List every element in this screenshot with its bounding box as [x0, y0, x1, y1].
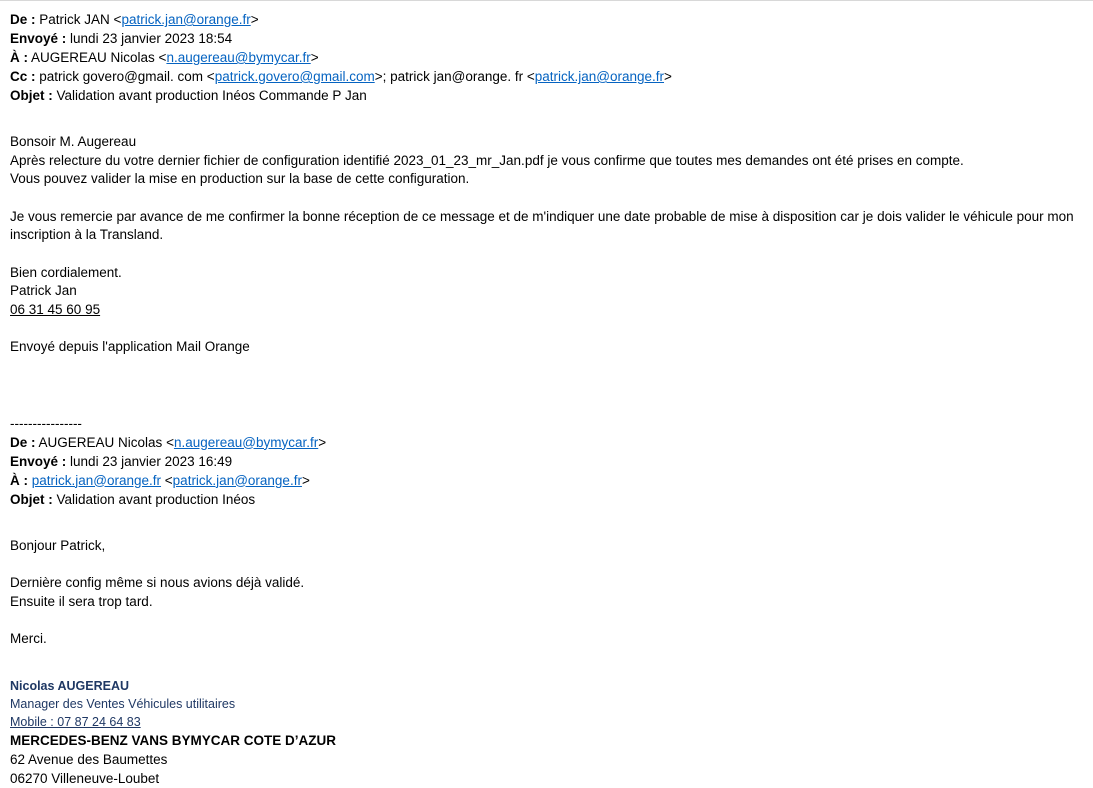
header-from	[10, 10, 1083, 29]
message-2-para1-line2: Ensuite il sera trop tard.	[10, 593, 153, 609]
header-to	[10, 48, 1083, 67]
header2-subject-value: Validation avant production Inéos	[56, 491, 256, 507]
signature-mobile: Mobile : 07 87 24 64 83	[10, 714, 141, 729]
message-1-para1-line2: Vous pouvez valider la mise en production sur la base de cette configuration.	[10, 171, 470, 186]
header-cc-email-2[interactable]: patrick.jan@orange.fr	[534, 69, 665, 84]
header-cc-email-1[interactable]: patrick.govero@gmail.com	[214, 69, 375, 84]
header-from-suffix: >	[250, 12, 259, 27]
message-2-closing: Merci.	[10, 631, 47, 646]
signature-address-line-1: 62 Avenue des Baumettes	[10, 751, 168, 767]
header2-to-email-1[interactable]: patrick.jan@orange.fr	[31, 472, 162, 488]
thread-separator: ----------------	[10, 415, 82, 431]
header2-to-email-2[interactable]: patrick.jan@orange.fr	[172, 472, 302, 488]
header-subject-label: Objet :	[10, 88, 53, 103]
header-to-suffix: >	[310, 50, 319, 65]
email-signature	[10, 677, 1083, 788]
header-cc-name: patrick govero@gmail. com <	[39, 69, 215, 84]
spacer-after-headers-1	[10, 105, 1083, 133]
header2-to	[10, 471, 1083, 490]
header-from-email[interactable]: patrick.jan@orange.fr	[121, 12, 251, 27]
header2-to-label: À :	[10, 472, 28, 488]
message-1-phone-value: 06 31 45 60 95	[10, 301, 101, 317]
header-cc	[10, 67, 1083, 86]
header-subject-value: Validation avant production Inéos Commande P Jan	[56, 88, 367, 103]
header2-from-label: De :	[10, 434, 36, 450]
header-from-label: De :	[10, 12, 36, 27]
spacer-after-headers-2	[10, 509, 1083, 537]
spacer-4	[10, 555, 1083, 574]
header2-subject	[10, 490, 1083, 509]
header2-to-mid: <	[161, 472, 173, 488]
header2-sent-label: Envoyé :	[10, 453, 67, 469]
signature-name: Nicolas AUGEREAU	[10, 678, 130, 693]
message-1-para2: Je vous remercie par avance de me confirmer la bonne réception de ce message et de m'indiquer une date probable de mise à disposition car je dois valider le véhicule pour mon inscription à la Transland.	[10, 208, 1078, 242]
message-2-para1-line1: Dernière config même si nous avions déjà validé.	[10, 575, 305, 590]
message-1-body	[10, 133, 1083, 357]
header2-to-suffix: >	[301, 472, 310, 488]
message-1-closing: Bien cordialement.	[10, 264, 122, 280]
spacer-before-separator	[10, 357, 1083, 395]
header2-from-name: AUGEREAU Nicolas <	[38, 434, 174, 450]
header-subject	[10, 86, 1083, 105]
header-to-label: À :	[10, 50, 28, 65]
header2-subject-label: Objet :	[10, 491, 53, 507]
header-cc-suffix: >	[664, 69, 672, 84]
spacer-2	[10, 245, 1083, 264]
signature-address-line-2: 06270 Villeneuve-Loubet	[10, 770, 160, 786]
spacer-before-signature	[10, 649, 1083, 677]
header-from-name: Patrick JAN <	[39, 12, 122, 27]
header-sent-value: lundi 23 janvier 2023 18:54	[70, 31, 233, 46]
message-1-sender-name: Patrick Jan	[10, 283, 77, 298]
top-divider	[0, 0, 1093, 1]
signature-role: Manager des Ventes Véhicules utilitaires	[10, 696, 236, 711]
message-1-greeting: Bonsoir M. Augereau	[10, 134, 137, 149]
signature-mobile-row	[10, 713, 1083, 731]
header2-sent-value: lundi 23 janvier 2023 16:49	[70, 453, 233, 469]
header2-from-suffix: >	[318, 434, 327, 450]
spacer-1	[10, 189, 1083, 208]
message-1-para1-line1: Après relecture du votre dernier fichier de configuration identifié 2023_01_23_mr_Jan.pdf je vous confirme que toutes mes demandes ont été prises en compte.	[10, 152, 964, 168]
header-to-name: AUGEREAU Nicolas <	[31, 50, 167, 65]
message-2-headers	[10, 433, 1083, 509]
header-to-email[interactable]: n.augereau@bymycar.fr	[166, 50, 311, 65]
spacer-3	[10, 319, 1083, 338]
message-2-greeting: Bonjour Patrick,	[10, 537, 106, 553]
header-sent	[10, 29, 1083, 48]
message-2-body	[10, 537, 1083, 649]
message-1-footer: Envoyé depuis l'application Mail Orange	[10, 339, 250, 354]
header-sent-label: Envoyé :	[10, 31, 67, 46]
header2-sent	[10, 452, 1083, 471]
spacer-5	[10, 611, 1083, 630]
message-1-sender-phone	[10, 301, 1083, 320]
message-1-headers	[10, 10, 1083, 105]
header-cc-mid: >; patrick jan@orange. fr <	[374, 69, 535, 84]
signature-company: MERCEDES-BENZ VANS BYMYCAR COTE D’AZUR	[10, 732, 337, 748]
header2-from	[10, 433, 1083, 452]
header2-from-email[interactable]: n.augereau@bymycar.fr	[173, 434, 319, 450]
header-cc-label: Cc :	[10, 69, 36, 84]
spacer-before-separator-2	[10, 395, 1083, 414]
